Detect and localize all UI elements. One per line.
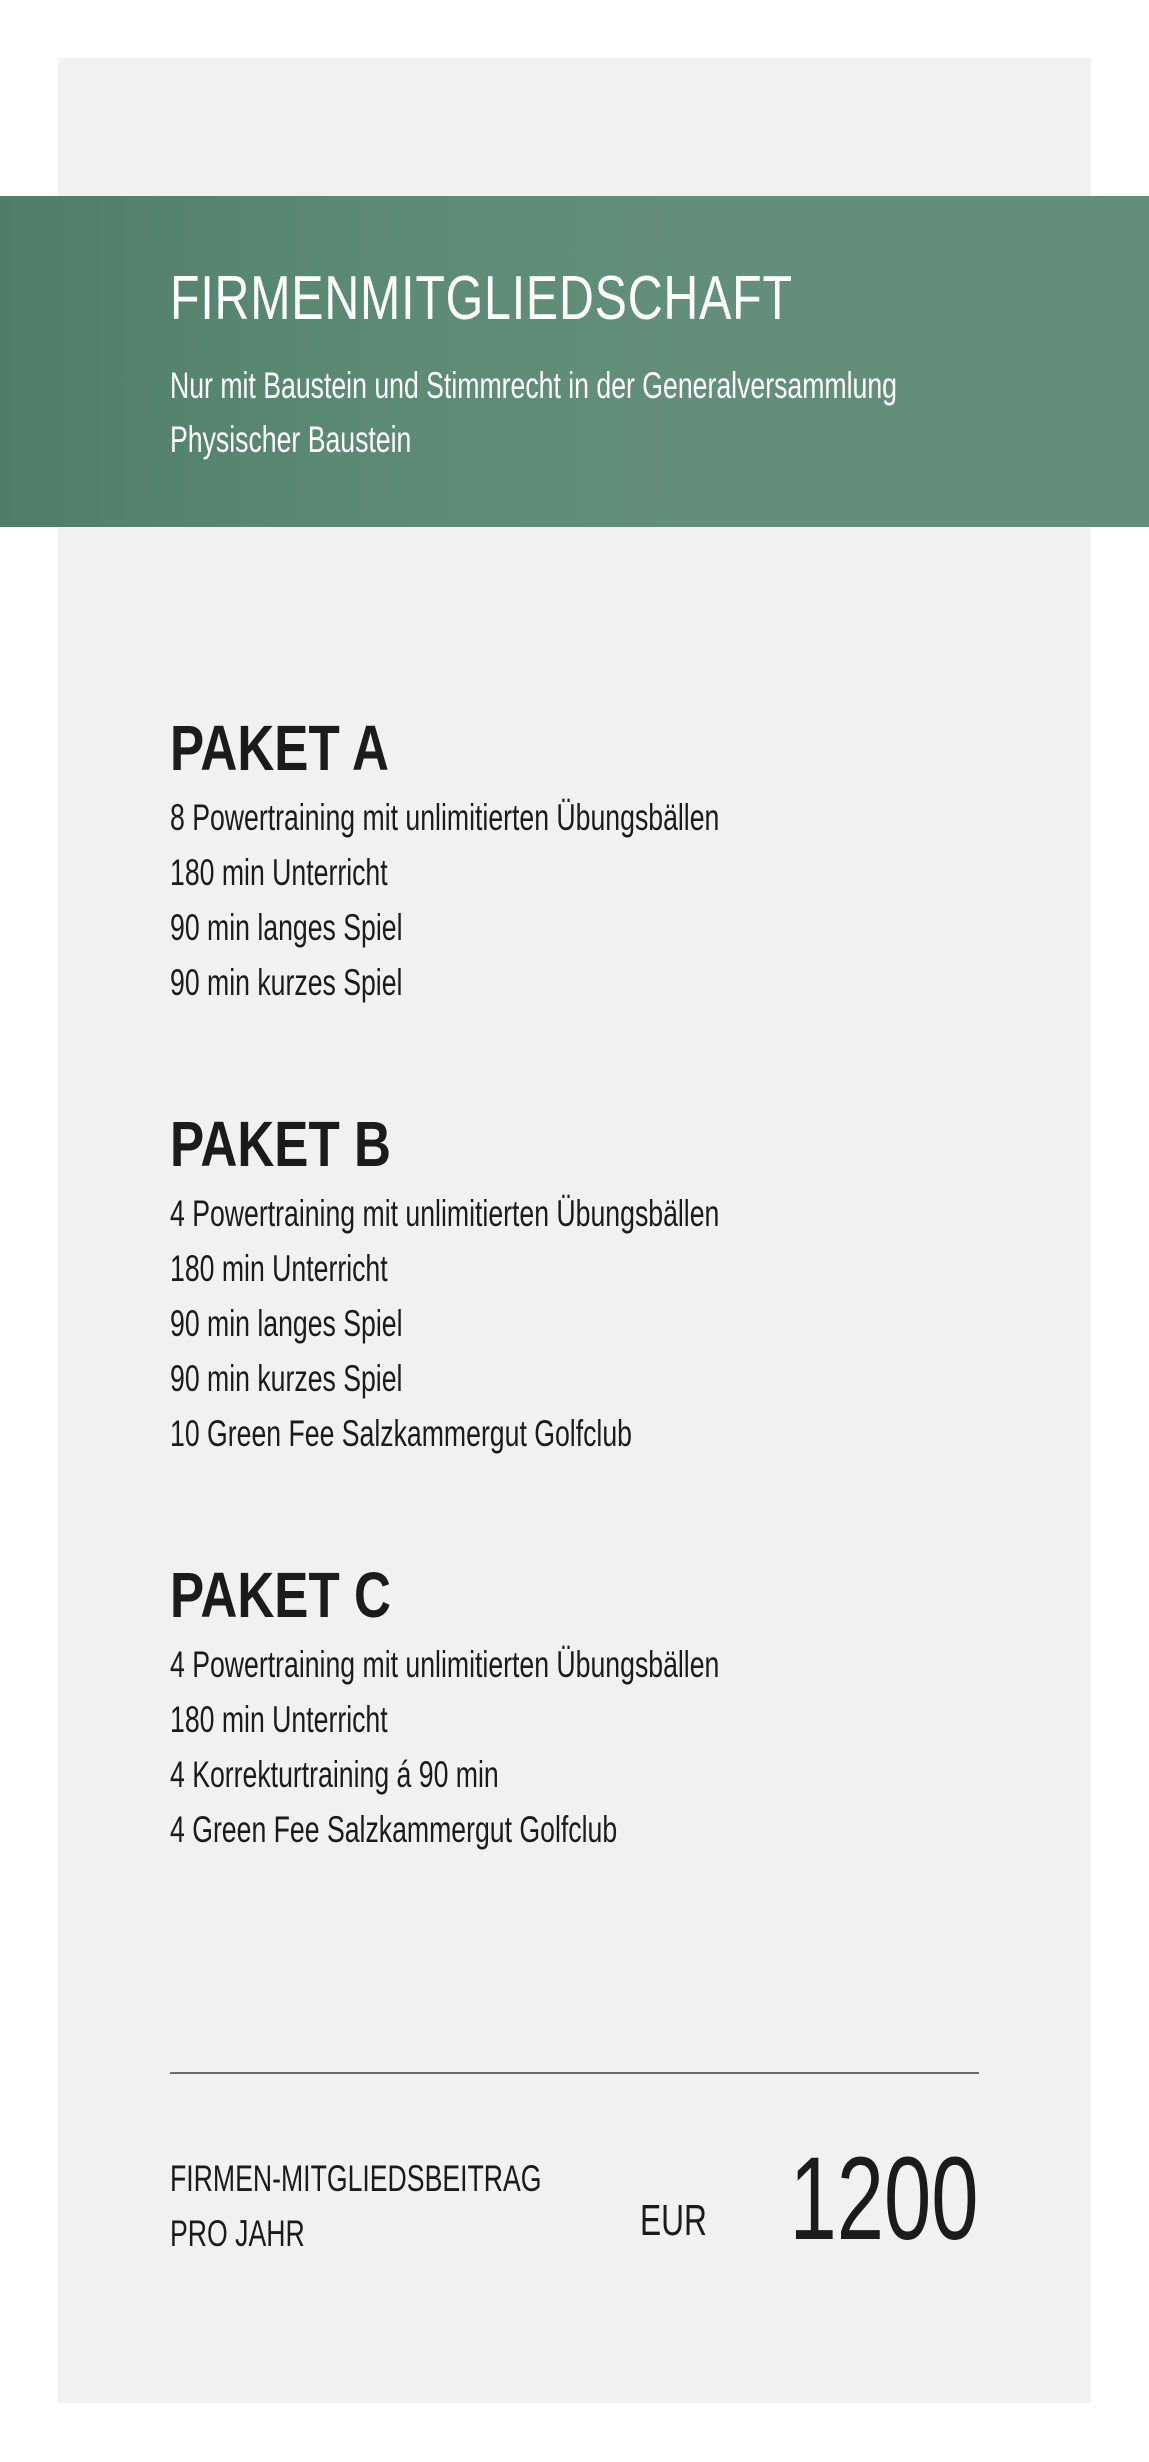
package-item: 180 min Unterricht: [170, 1248, 388, 1289]
package-item: 90 min kurzes Spiel: [170, 962, 403, 1003]
package-title: PAKET A: [170, 712, 390, 784]
package-item: 4 Korrekturtraining á 90 min: [170, 1754, 499, 1795]
package-title: PAKET C: [170, 1559, 391, 1631]
price-currency: EUR: [639, 2196, 707, 2245]
price: [614, 2133, 979, 2265]
package-item: 90 min langes Spiel: [170, 1303, 403, 1344]
package-item-list: [170, 1637, 1070, 1857]
package-item: 8 Powertraining mit unlimitierten Übungsbällen: [170, 797, 720, 838]
price-divider: [170, 2072, 979, 2074]
banner-title: FIRMENMITGLIEDSCHAFT: [170, 264, 793, 333]
package-c: [170, 1555, 1070, 1857]
package-title: PAKET B: [170, 1108, 391, 1180]
package-item-list: [170, 790, 1070, 1010]
package-item: 90 min kurzes Spiel: [170, 1358, 403, 1399]
package-item: 4 Green Fee Salzkammergut Golfclub: [170, 1809, 618, 1850]
banner-subtitle-line: Nur mit Baustein und Stimmrecht in der Generalversammlung: [170, 365, 897, 406]
fee-label-line: PRO JAHR: [170, 2213, 305, 2254]
package-item: 4 Powertraining mit unlimitierten Übungsbällen: [170, 1193, 720, 1234]
banner-subtitle: [170, 359, 897, 467]
banner-subtitle-line: Physischer Baustein: [170, 419, 412, 460]
package-item: 90 min langes Spiel: [170, 907, 403, 948]
package-item-list: [170, 1186, 1070, 1461]
package-item: 4 Powertraining mit unlimitierten Übungsbällen: [170, 1644, 720, 1685]
package-a: [170, 708, 1070, 1010]
package-item: 180 min Unterricht: [170, 852, 388, 893]
fee-label: [170, 2151, 542, 2261]
package-b: [170, 1104, 1070, 1461]
fee-label-line: FIRMEN-MITGLIEDSBEITRAG: [170, 2158, 542, 2199]
price-amount: 1200: [789, 2133, 979, 2265]
membership-banner: [0, 196, 1149, 527]
package-item: 10 Green Fee Salzkammergut Golfclub: [170, 1413, 632, 1454]
package-item: 180 min Unterricht: [170, 1699, 388, 1740]
